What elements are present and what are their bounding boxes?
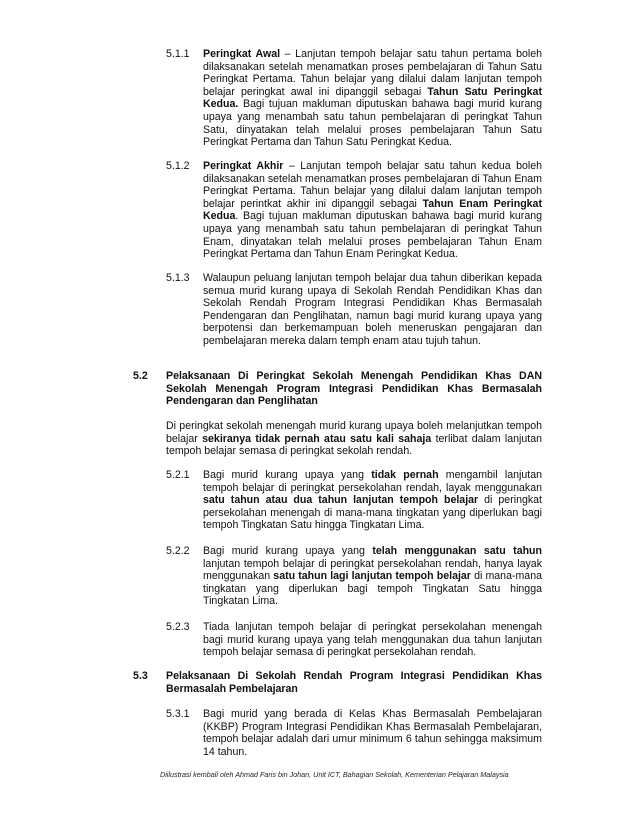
- paragraph-text: [166, 420, 542, 458]
- bold-text-run: Pelaksanaan Di Sekolah Rendah Program Integrasi Pendidikan Khas Bermasalah Pembelajaran: [166, 670, 542, 695]
- text-run: Bagi murid kurang upaya yang: [203, 545, 373, 557]
- item-5-3-1: [166, 708, 542, 758]
- section-number: 5.2: [133, 370, 148, 382]
- text-run: – Lanjutan tempoh belajar satu tahun kedua boleh dilaksanakan setelah menamatkan proses pembelajaran di Tahun Enam Peringkat Pertama. Tahun belajar yang dilalui dalam lanjutan tempoh belajar perintkat akhir ini dipanggil sebagai: [203, 160, 543, 210]
- section-number: 5.3: [133, 670, 148, 682]
- item-number: 5.3.1: [166, 708, 190, 720]
- bold-text-run: Tahun Satu Peringkat Kedua.: [203, 85, 542, 111]
- text-run: . Bagi tujuan makluman diputuskan bahawa bagi murid kurang upaya yang menambah satu tahun pembelajaran di peringkat Tahun Enam, dinyatakan telah melalui proses pembelajaran Tahun Enam Peringkat Pertama dan Tahun Enam Peringkat Kedua.: [203, 210, 542, 261]
- text-run: Di peringkat sekolah menengah murid kurang upaya boleh melanjutkan tempoh belajar: [166, 420, 542, 445]
- item-text: [203, 621, 542, 659]
- item-text: [203, 272, 542, 348]
- text-run: Bagi murid kurang upaya yang: [203, 469, 372, 481]
- item-5-1-1: [166, 48, 542, 149]
- text-run: Bagi tujuan makluman diputuskan bahawa bagi murid kurang upaya yang menambah satu tahun pembelajaran di peringkat Tahun Satu, dinyatakan telah melalui proses pembelajaran Tahun Satu Peringkat Pertama dan Tahun Satu Peringkat Kedua.: [203, 98, 542, 149]
- text-run: mengambil lanjutan tempoh belajar di peringkat persekolahan rendah, layak menggunakan: [203, 469, 542, 494]
- item-number: 5.1.1: [166, 48, 190, 60]
- bold-text-run: Pelaksanaan Di Peringkat Sekolah Menengah Pendidikan Khas DAN Sekolah Menengah Program Integrasi Pendidikan Khas Bermasalah Pendengaran dan Penglihatan: [166, 370, 542, 408]
- bold-text-run: Peringkat Awal: [203, 48, 281, 60]
- item-text: [203, 160, 542, 261]
- text-run: di peringkat persekolahan menengah di mana-mana tingkatan yang diperlukan bagi tempoh Tingkatan Satu hingga Tingkatan Lima.: [203, 494, 543, 532]
- section-5-2-heading: [133, 370, 542, 408]
- item-number: 5.1.2: [166, 160, 190, 172]
- text-run: terlibat dalam lanjutan tempoh belajar semasa di peringkat sekolah rendah.: [166, 432, 543, 458]
- bold-text-run: satu tahun lagi lanjutan tempoh belajar: [273, 570, 471, 583]
- bold-text-run: satu tahun atau dua tahun lanjutan tempoh belajar: [203, 494, 479, 507]
- item-text: [203, 545, 542, 608]
- text-run: – Lanjutan tempoh belajar satu tahun pertama boleh dilaksanakan setelah menamatkan proses pembelajaran di Tahun Satu Peringkat Pertama. Tahun belajar yang dilalui dalam lanjutan tempoh belajar peringkat awal ini dipanggil sebagai: [203, 48, 542, 98]
- section-5-2-paragraph: [166, 420, 542, 458]
- item-5-1-3: [166, 272, 542, 348]
- item-number: 5.2.2: [166, 545, 190, 557]
- bold-text-run: telah menggunakan satu tahun: [372, 545, 542, 557]
- footer-credit: Diilustrasi kembali oleh Ahmad Faris bin Johan, Unit ICT, Bahagian Sekolah, Kementerian Pelajaran Malaysia: [160, 770, 509, 779]
- item-number: 5.2.3: [166, 621, 190, 633]
- bold-text-run: tidak pernah: [371, 469, 439, 481]
- item-number: 5.1.3: [166, 272, 190, 284]
- item-5-2-3: [166, 621, 542, 659]
- bold-text-run: Peringkat Akhir: [203, 160, 284, 172]
- item-text: [203, 708, 542, 758]
- item-text: [203, 48, 542, 149]
- text-run: Bagi murid yang berada di Kelas Khas Bermasalah Pembelajaran (KKBP) Program Integrasi Pendidikan Khas Bermasalah Pembelajaran, tempoh belajar adalah dari umur minimum 6 tahun sehingga maksimum 14 tahun.: [203, 708, 542, 758]
- item-5-1-2: [166, 160, 542, 261]
- item-5-2-1: [166, 469, 542, 532]
- text-run: lanjutan tempoh belajar di peringkat persekolahan rendah, hanya layak menggunakan: [203, 557, 542, 583]
- text-run: di mana-mana tingkatan yang diperlukan bagi tempoh Tingkatan Satu hingga Tingkatan Lima.: [203, 570, 542, 608]
- text-run: Walaupun peluang lanjutan tempoh belajar dua tahun diberikan kepada semua murid kurang upaya di Sekolah Rendah Pendidikan Khas dan Sekolah Rendah Program Integrasi Pendidikan Khas Bermasalah Pendengaran dan Penglihatan, namun bagi murid kurang upaya yang berpotensi dan berkemampuan boleh meneruskan pengajaran dan pembelajaran mereka dalam temph enam atau tujuh tahun.: [203, 272, 542, 347]
- bold-text-run: sekiranya tidak pernah atau satu kali sahaja: [202, 432, 432, 445]
- bold-text-run: Tahun Enam Peringkat Kedua: [203, 197, 542, 223]
- section-title: [166, 670, 542, 695]
- item-number: 5.2.1: [166, 469, 190, 481]
- item-5-2-2: [166, 545, 542, 608]
- item-text: [203, 469, 542, 532]
- section-5-3-heading: [133, 670, 542, 695]
- section-title: [166, 370, 542, 408]
- text-run: Tiada lanjutan tempoh belajar di peringkat persekolahan menengah bagi murid kurang upaya yang telah menggunakan dua tahun lanjutan tempoh belajar semasa di peringkat persekolahan rendah.: [203, 621, 542, 659]
